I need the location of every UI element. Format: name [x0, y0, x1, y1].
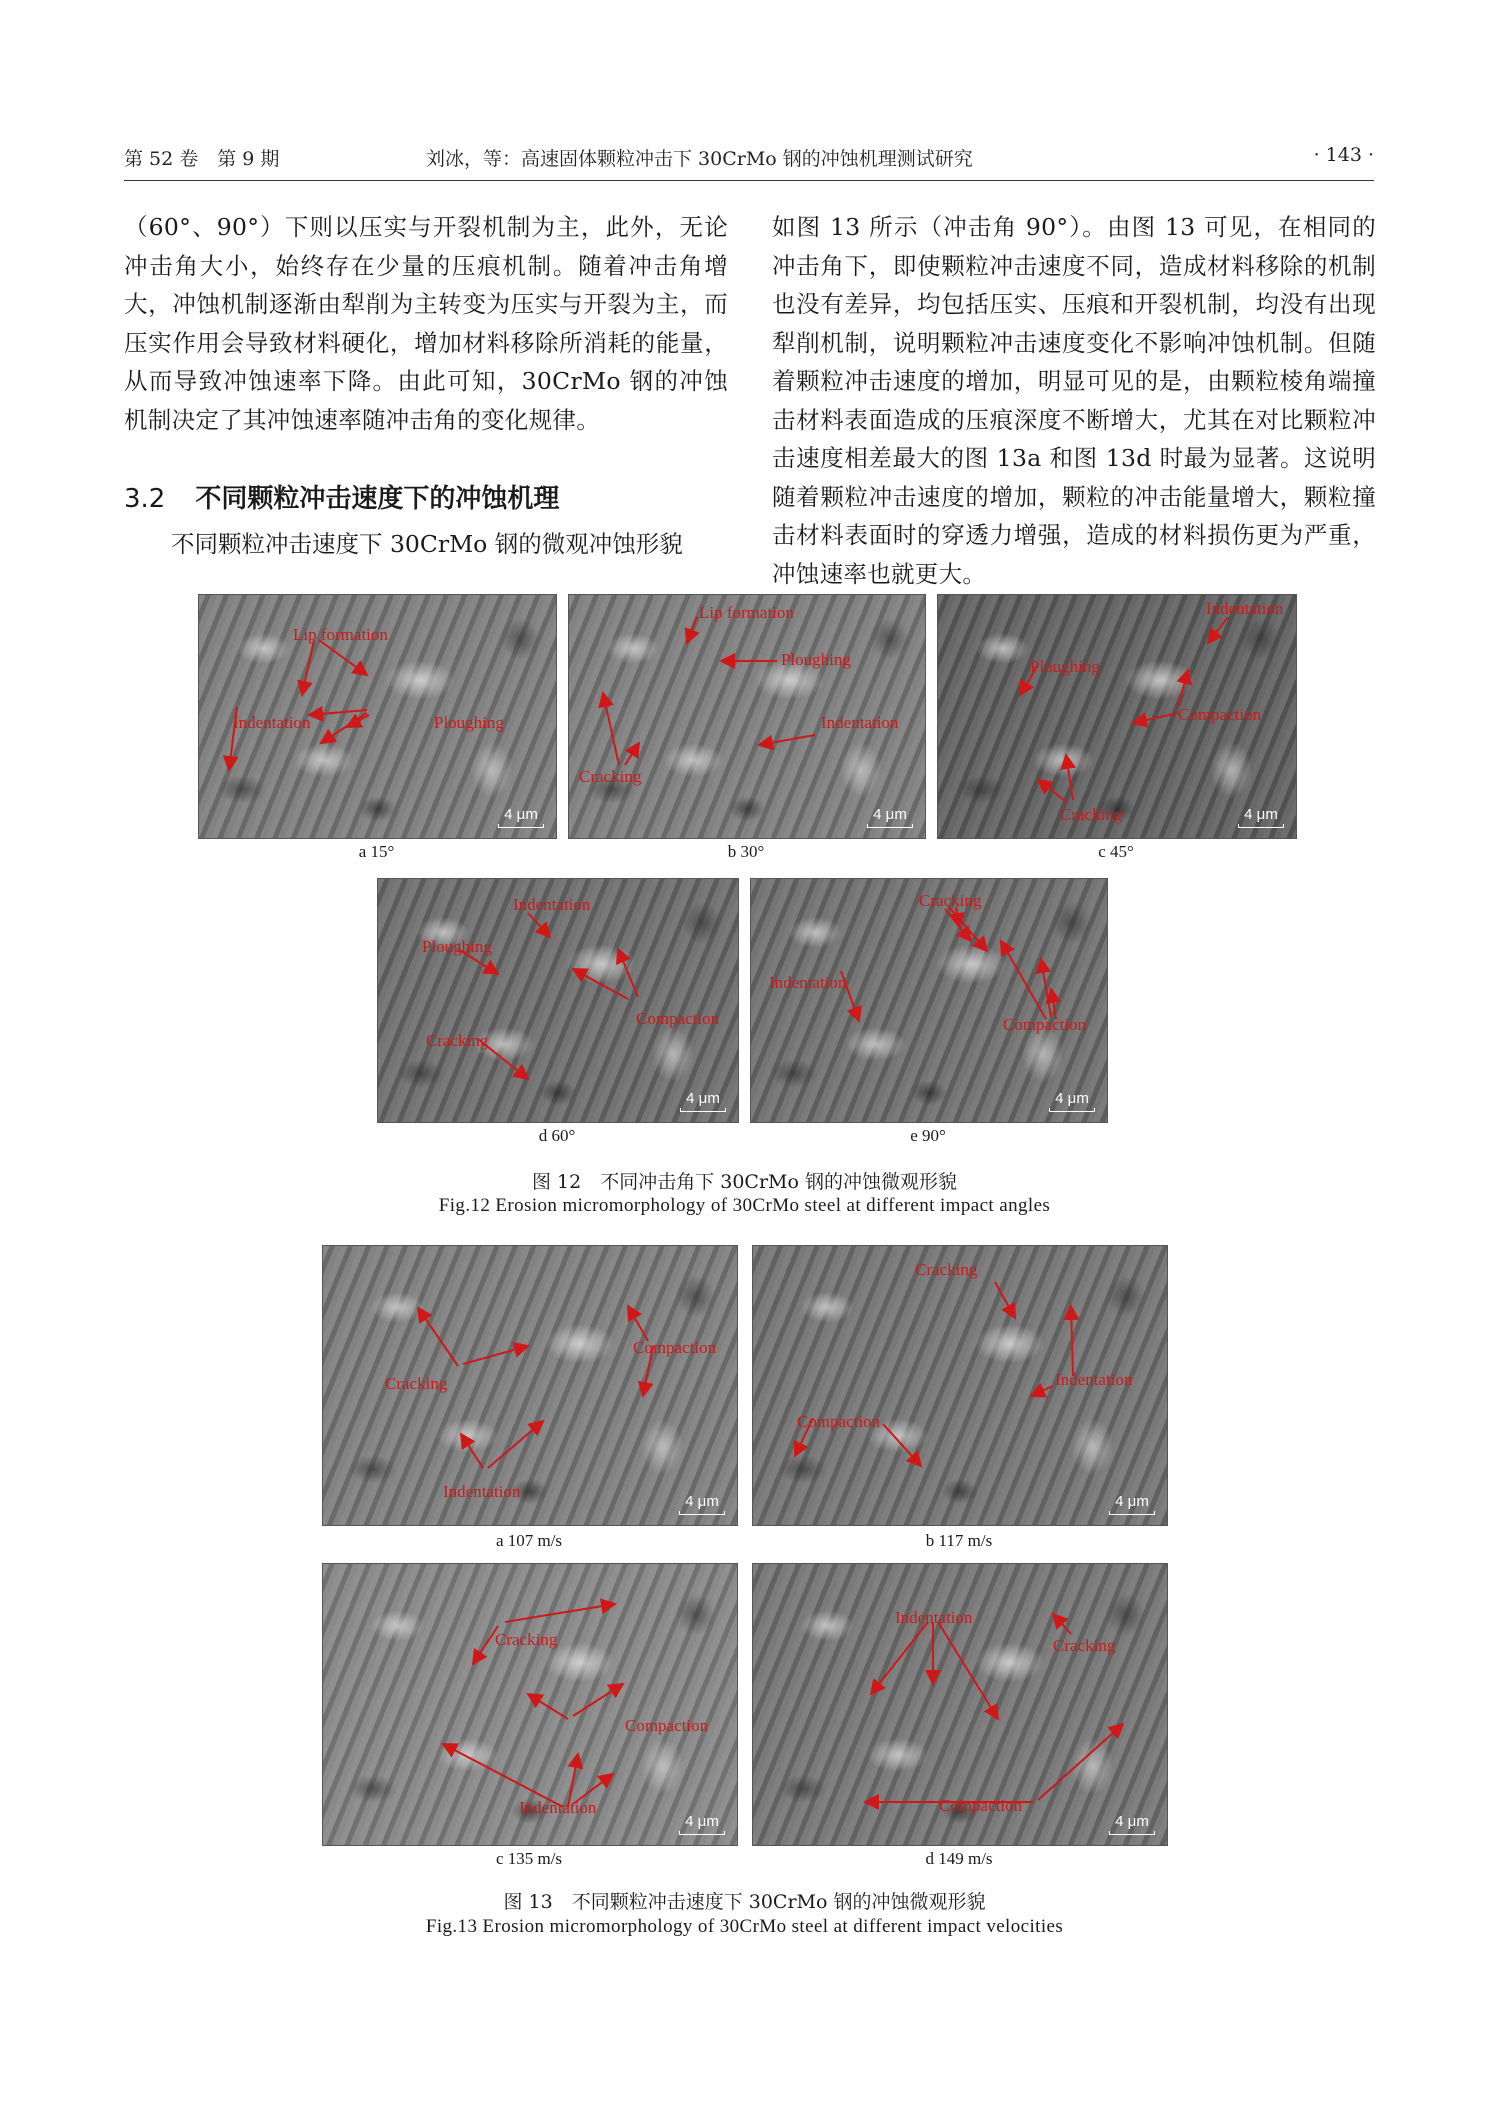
scale-bar: 4 μm: [679, 1493, 725, 1515]
label-ploughing: Ploughing: [422, 937, 492, 956]
sem-image-12a: [198, 594, 557, 839]
caption-12d: d 60°: [538, 1126, 576, 1145]
label-cracking: Cracking: [919, 891, 982, 910]
label-compaction: Compaction: [939, 1796, 1023, 1815]
label-compaction: Compaction: [797, 1412, 881, 1431]
scale-bar: 4 μm: [680, 1090, 726, 1112]
figure-12-caption-en: Fig.12 Erosion micromorphology of 30CrMo steel at different impact angles: [438, 1195, 1051, 1216]
caption-13a: a 107 m/s: [495, 1531, 563, 1550]
annotation-arrows: [378, 879, 738, 1122]
sem-image-12d: [377, 878, 739, 1123]
caption-13b: b 117 m/s: [925, 1531, 993, 1550]
caption-12e: e 90°: [910, 1126, 946, 1145]
caption-12c: c 45°: [1098, 842, 1134, 861]
caption-13c: c 135 m/s: [495, 1849, 563, 1868]
caption-13d: d 149 m/s: [925, 1849, 993, 1868]
label-compaction: Compaction: [1178, 705, 1262, 724]
left-paragraph: （60°、90°）下则以压实与开裂机制为主，此外，无论冲击角大小，始终存在少量的压痕机制。随着冲击角增大，冲蚀机制逐渐由犁削为主转变为压实与开裂为主，而压实作用会导致材料硬化，增加材料移除所消耗的能量，从而导致冲蚀速率下降。由此可知，30CrMo 钢的冲蚀机制决定了其冲蚀速率随冲击角的变化规律。: [124, 213, 728, 434]
label-cracking: Cracking: [426, 1031, 489, 1050]
annotation-arrows: [751, 879, 1107, 1122]
label-cracking: Cracking: [385, 1374, 448, 1393]
label-indentation: Indentation: [1055, 1370, 1133, 1389]
sem-image-13a: [322, 1245, 738, 1526]
label-cracking: Cracking: [579, 767, 642, 786]
left-column: [124, 208, 728, 439]
label-compaction: Compaction: [633, 1338, 717, 1357]
sem-image-12e: [750, 878, 1108, 1123]
label-ploughing: Ploughing: [1030, 657, 1100, 676]
sem-image-12c: [937, 594, 1297, 839]
sem-image-13b: [752, 1245, 1168, 1526]
scale-bar: 4 μm: [1049, 1090, 1095, 1112]
label-indentation: Indentation: [233, 713, 311, 732]
left-paragraph-2: 不同颗粒冲击速度下 30CrMo 钢的微观冲蚀形貌: [171, 530, 683, 558]
label-indentation: Indentation: [821, 713, 899, 732]
figure-12-caption-cn: 图 12 不同冲击角下 30CrMo 钢的冲蚀微观形貌: [532, 1171, 957, 1193]
scale-bar: 4 μm: [1109, 1493, 1155, 1515]
sem-image-13c: [322, 1563, 738, 1846]
label-indentation: Indentation: [1206, 599, 1284, 618]
scale-bar: 4 μm: [679, 1813, 725, 1835]
label-cracking: Cracking: [1053, 1636, 1116, 1655]
label-cracking: Cracking: [915, 1260, 978, 1279]
right-paragraph: 如图 13 所示（冲击角 90°）。由图 13 可见，在相同的冲击角下，即使颗粒冲击速度不同，造成材料移除的机制也没有差异，均包括压实、压痕和开裂机制，均没有出现犁削机制，说明颗粒冲击速度变化不影响冲蚀机制。但随着颗粒冲击速度的增加，明显可见的是，由颗粒棱角端撞击材料表面造成的压痕深度不断增大，尤其在对比颗粒冲击速度相差最大的图 13a 和图 13d 时最为显著。这说明随着颗粒冲击速度的增加，颗粒的冲击能量增大，颗粒撞击材料表面时的穿透力增强，造成的材料损伤更为严重，冲蚀速率也就更大。: [772, 213, 1376, 588]
label-cracking: Cracking: [1060, 805, 1123, 824]
label-indentation: Indentation: [895, 1608, 973, 1627]
scale-bar: 4 μm: [867, 806, 913, 828]
header-volume: 第 52 卷 第 9 期: [124, 148, 280, 170]
section-title: 不同颗粒冲击速度下的冲蚀机理: [195, 484, 560, 514]
header-rule: [124, 180, 1374, 181]
section-number: 3.2: [124, 484, 166, 514]
label-indentation: Indentation: [513, 895, 591, 914]
header-title: 刘冰，等：高速固体颗粒冲击下 30CrMo 钢的冲蚀机理测试研究: [426, 148, 973, 170]
scale-bar: 4 μm: [1109, 1813, 1155, 1835]
section-heading: [124, 478, 559, 515]
caption-12b: b 30°: [727, 842, 765, 861]
figure-13-caption-en: Fig.13 Erosion micromorphology of 30CrMo steel at different impact velocities: [425, 1916, 1064, 1937]
label-lip-formation: Lip formation: [699, 603, 794, 622]
label-indentation: Indentation: [443, 1482, 521, 1501]
sem-image-13d: [752, 1563, 1168, 1846]
running-header: [124, 144, 1374, 174]
label-indentation: Indentation: [519, 1798, 597, 1817]
scale-bar: 4 μm: [1238, 806, 1284, 828]
label-indentation: Indentation: [769, 973, 847, 992]
header-page-number: · 143 ·: [1313, 144, 1374, 166]
sem-image-12b: [568, 594, 926, 839]
label-compaction: Compaction: [1003, 1015, 1087, 1034]
label-lip-formation: Lip formation: [293, 625, 388, 644]
caption-12a: a 15°: [358, 842, 395, 861]
label-cracking: Cracking: [495, 1630, 558, 1649]
label-ploughing: Ploughing: [781, 650, 851, 669]
figure-13-caption-cn: 图 13 不同颗粒冲击速度下 30CrMo 钢的冲蚀微观形貌: [503, 1891, 986, 1913]
scale-bar: 4 μm: [498, 806, 544, 828]
label-compaction: Compaction: [636, 1009, 720, 1028]
label-ploughing: Ploughing: [434, 713, 504, 732]
right-column: [772, 208, 1376, 593]
label-compaction: Compaction: [625, 1716, 709, 1735]
